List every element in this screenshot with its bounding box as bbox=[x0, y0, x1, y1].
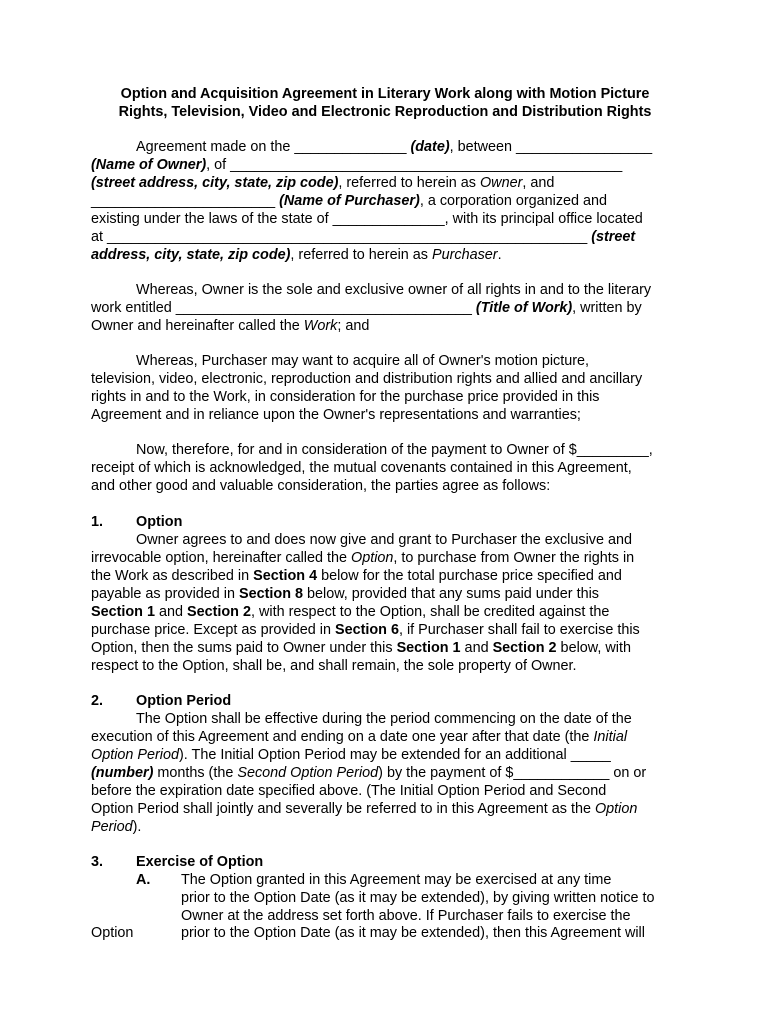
section-2-number: 2. bbox=[91, 693, 104, 709]
title-line-1: Option and Acquisition Agreement in Literary Work along with Motion Picture bbox=[120, 86, 650, 102]
s3-line-4-prefix: Option bbox=[91, 925, 134, 941]
p1-line-1: Agreement made on the ______________ (date), between _________________ bbox=[136, 139, 653, 155]
section-3-number: 3. bbox=[91, 854, 104, 870]
s3-line-4: prior to the Option Date (as it may be extended), then this Agreement will bbox=[181, 925, 645, 941]
s1-line-4: payable as provided in Section 8 below, provided that any sums paid under this bbox=[91, 586, 599, 602]
section-3-sub-a-label: A. bbox=[136, 872, 151, 888]
s2-line-4: (number) months (the Second Option Period) by the payment of $____________ on or bbox=[91, 765, 647, 781]
section-2-heading: Option Period bbox=[136, 693, 232, 709]
title-line-2: Rights, Television, Video and Electronic Reproduction and Distribution Rights bbox=[118, 104, 652, 120]
p1-line-3: (street address, city, state, zip code), referred to herein as Owner, and bbox=[91, 175, 555, 191]
p1-line-2: (Name of Owner), of _________________________________________________ bbox=[91, 157, 623, 173]
s1-line-1: Owner agrees to and does now give and grant to Purchaser the exclusive and bbox=[136, 532, 632, 548]
section-1-number: 1. bbox=[91, 514, 104, 530]
s1-line-3: the Work as described in Section 4 below for the total purchase price specified and bbox=[91, 568, 622, 584]
s2-line-6: Option Period shall jointly and severally be referred to in this Agreement as the Option bbox=[91, 801, 638, 817]
s1-line-8: respect to the Option, shall be, and shall remain, the sole property of Owner. bbox=[91, 658, 577, 674]
s1-line-7: Option, then the sums paid to Owner under this Section 1 and Section 2 below, with bbox=[91, 640, 631, 656]
p1-line-7: address, city, state, zip code), referred to herein as Purchaser. bbox=[91, 247, 502, 263]
p2-line-2: work entitled _____________________________________ (Title of Work), written by bbox=[91, 300, 642, 316]
p3-line-3: rights in and to the Work, in consideration for the purchase price provided in this bbox=[91, 389, 600, 405]
s2-line-1: The Option shall be effective during the period commencing on the date of the bbox=[136, 711, 632, 727]
s3-line-1: The Option granted in this Agreement may be exercised at any time bbox=[181, 872, 612, 888]
p4-line-3: and other good and valuable consideration, the parties agree as follows: bbox=[91, 478, 551, 494]
p4-line-1: Now, therefore, for and in consideration of the payment to Owner of $_________, bbox=[136, 442, 653, 458]
p1-line-5: existing under the laws of the state of ______________, with its principal office located bbox=[91, 211, 643, 227]
s3-line-2: prior to the Option Date (as it may be extended), by giving written notice to bbox=[181, 890, 655, 906]
p2-line-3: Owner and hereinafter called the Work; and bbox=[91, 318, 370, 334]
s1-line-2: irrevocable option, hereinafter called the Option, to purchase from Owner the rights in bbox=[91, 550, 635, 566]
s1-line-6: purchase price. Except as provided in Section 6, if Purchaser shall fail to exercise this bbox=[91, 622, 640, 638]
p1-line-4: _______________________ (Name of Purchaser), a corporation organized and bbox=[91, 193, 608, 209]
document-title bbox=[80, 85, 690, 121]
section-1-heading: Option bbox=[136, 514, 183, 530]
p1-line-6: at ____________________________________________________________ (street bbox=[91, 229, 636, 245]
p3-line-4: Agreement and in reliance upon the Owner's representations and warranties; bbox=[91, 407, 581, 423]
p3-line-1: Whereas, Purchaser may want to acquire all of Owner's motion picture, bbox=[136, 353, 590, 369]
s2-line-5: before the expiration date specified above. (The Initial Option Period and Second bbox=[91, 783, 607, 799]
s2-line-2: execution of this Agreement and ending on a date one year after that date (the Initial bbox=[91, 729, 628, 745]
p3-line-2: television, video, electronic, reproduction and distribution rights and allied and ancillary bbox=[91, 371, 643, 387]
section-3-heading: Exercise of Option bbox=[136, 854, 264, 870]
s2-line-7: Period). bbox=[91, 819, 142, 835]
s1-line-5: Section 1 and Section 2, with respect to the Option, shall be credited against the bbox=[91, 604, 610, 620]
s3-line-3: Owner at the address set forth above. If Purchaser fails to exercise the bbox=[181, 908, 631, 924]
p4-line-2: receipt of which is acknowledged, the mutual covenants contained in this Agreement, bbox=[91, 460, 632, 476]
s2-line-3: Option Period). The Initial Option Period may be extended for an additional _____ bbox=[91, 747, 611, 763]
p2-line-1: Whereas, Owner is the sole and exclusive owner of all rights in and to the literary bbox=[136, 282, 652, 298]
